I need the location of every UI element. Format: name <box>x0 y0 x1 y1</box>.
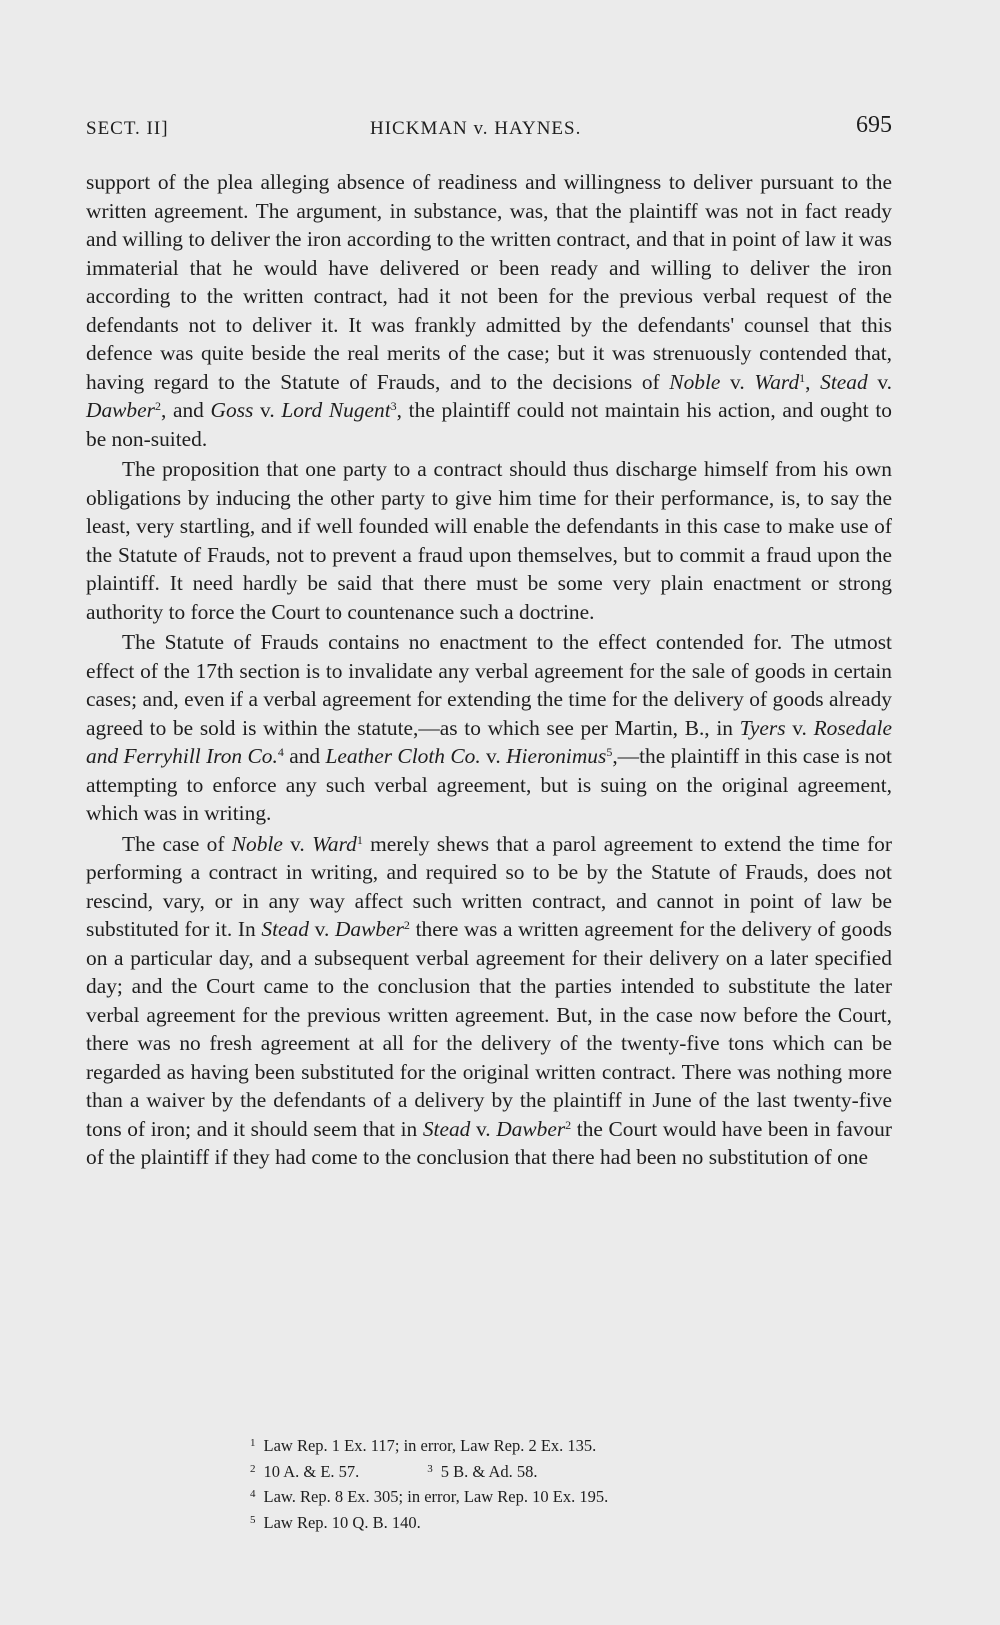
running-title: HICKMAN v. HAYNES. <box>370 118 582 139</box>
text-run: v. <box>720 369 755 394</box>
case-name: Rosedale and Ferryhill Iron Co. <box>86 715 892 768</box>
text-run: v. <box>785 715 814 740</box>
case-name: Lord Nugent <box>281 398 391 422</box>
text-run: support of the plea alleging absence of readiness and willingness to deliver pursuant to the written agreement. The argument, in substance, was, that the plaintiff was not in fact ready and willing to deliver the iron according to the written contract, and that in point of law it was immaterial that he would have delivered or been ready and willing to deliver the iron according to the written contract, had it not been for the previous verbal request of the defendants not to deliver it. It was frankly admitted by the defendants' counsel that this defence was quite beside the real merits of the case; but it was strenuously contended that, having regard to the Statute of Frauds, and to the decisions of <box>86 170 892 394</box>
case-name: Dawber <box>86 398 155 422</box>
case-name: Dawber <box>496 1116 566 1141</box>
paragraph-4 <box>86 830 892 1172</box>
footnote-number: 4 <box>250 1488 256 1500</box>
footnote-ref: 2 <box>154 399 161 413</box>
text-run: The case of <box>122 831 232 856</box>
footnote-ref: 1 <box>356 832 363 847</box>
section-label: SECT. II] <box>86 118 169 139</box>
text-run: v. <box>470 1116 497 1141</box>
case-name: Stead <box>820 369 868 394</box>
text-run: and <box>283 744 326 768</box>
footnote-ref: 5 <box>606 745 613 759</box>
footnote-text: Law Rep. 10 Q. B. 140. <box>263 1512 421 1532</box>
footnote-2-3 <box>250 1458 890 1484</box>
footnotes <box>250 1432 890 1534</box>
case-name: Tyers <box>739 715 786 740</box>
case-name: Stead <box>261 917 309 941</box>
running-header <box>86 110 892 140</box>
case-name: Ward <box>312 831 357 856</box>
text-run: , the plaintiff could not maintain his action, and ought to be non-suited. <box>86 398 892 451</box>
footnote-text: Law Rep. 1 Ex. 117; in error, Law Rep. 2 Ex. 135. <box>263 1436 597 1455</box>
paragraph-1 <box>86 168 892 453</box>
text-run: v. <box>867 369 892 394</box>
paragraph-2: The proposition that one party to a contract should thus discharge himself from his own obligations by inducing the other party to give him time for their performance, is, to say the least, very startling, and if well founded will enable the defendants in this case to make use of the Statute of Frauds, not to prevent a fraud upon themselves, but to commit a fraud upon the plaintiff. It need hardly be said that there must be some very plain enactment or strong authority to force the Court to countenance such a doctrine. <box>86 457 892 624</box>
footnote-1 <box>250 1432 890 1458</box>
text-run: ,—the plaintiff in this case is not attempting to enforce any such verbal agreement, but is suing on the original agreement, which was in writing. <box>86 744 892 825</box>
footnote-text: 10 A. & E. 57. <box>263 1461 360 1481</box>
footnote-ref: 4 <box>277 745 284 759</box>
footnote-text: Law. Rep. 8 Ex. 305; in error, Law Rep. 10 Ex. 195. <box>263 1487 609 1506</box>
text-run: , and <box>160 398 211 422</box>
page-number: 695 <box>856 112 892 138</box>
text-run: there was a written agreement for the delivery of goods on a particular day, and a subsequent verbal agreement for their delivery on a later specified day; and the Court came to the conclusion that the parties intended to substitute the later verbal agreement for the previous written agreement. But, in the case now before the Court, there was no fresh agreement at all for the delivery of the twenty-five tons which can be regarded as having been substituted for the original written contract. There was nothing more than a waiver by the defendants of a delivery by the plaintiff in June of the last twenty-five tons of iron; and it should seem that in <box>86 917 892 1141</box>
case-name: Leather Cloth Co. <box>325 744 481 768</box>
text-run: v. <box>308 917 335 941</box>
case-name: Noble <box>669 369 721 394</box>
text-run: The Statute of Frauds contains no enactment to the effect contended for. The utmost effect of the 17th section is to invalidate any verbal agreement for the sale of goods in certain cases; and, even if a verbal agreement for extending the time for the delivery of goods already agreed to be sold is within the statute,—as to which see per Martin, B., in <box>86 630 892 740</box>
text-run: the Court would have been in favour of the plaintiff if they had come to the conclusion that there had been no substitution of one <box>86 1116 892 1169</box>
body-text <box>86 168 892 1172</box>
paragraph-3 <box>86 628 892 828</box>
case-name: Ward <box>754 369 800 394</box>
case-name: Hieronimus <box>506 744 607 768</box>
text-run: v. <box>480 744 507 768</box>
footnote-ref: 2 <box>565 1117 572 1132</box>
footnote-ref: 1 <box>799 370 806 385</box>
text-run: merely shews that a parol agreement to extend the time for performing a contract in writing, and required so to be by the Statute of Frauds, does not rescind, vary, or in any way affect such written contract, and cannot in point of law be substituted for it. In <box>86 831 892 941</box>
text-run: v. <box>253 398 282 422</box>
case-name: Noble <box>231 831 283 856</box>
footnote-5 <box>250 1509 890 1535</box>
footnote-number: 3 <box>427 1462 433 1475</box>
case-name: Dawber <box>334 917 404 941</box>
footnote-number: 2 <box>250 1462 256 1475</box>
case-name: Goss <box>210 398 254 422</box>
footnote-ref: 2 <box>403 918 410 932</box>
text-run: , <box>805 369 821 394</box>
case-name: Stead <box>422 1116 471 1141</box>
text-run: v. <box>282 831 313 856</box>
footnote-number: 5 <box>250 1513 256 1526</box>
footnote-4 <box>250 1483 890 1509</box>
footnote-ref: 3 <box>390 399 397 413</box>
footnote-text: 5 B. & Ad. 58. <box>440 1461 538 1481</box>
footnote-number: 1 <box>250 1437 256 1449</box>
